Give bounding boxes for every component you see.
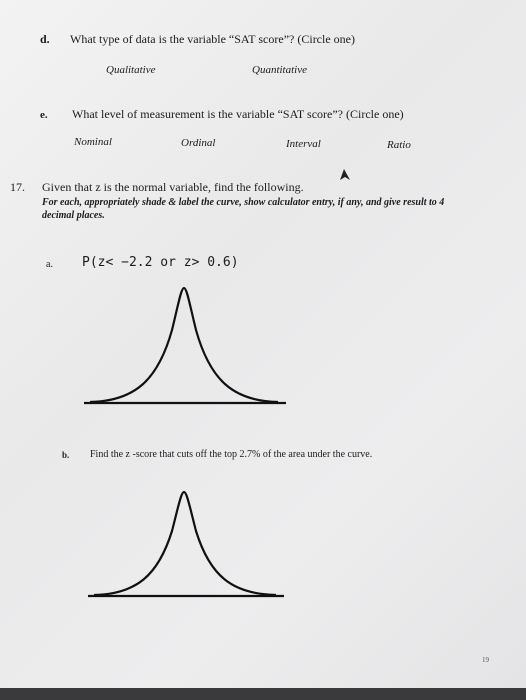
part-e-option-nominal: Nominal	[74, 136, 112, 148]
normal-curve-b	[86, 486, 286, 604]
part-e-question: What level of measurement is the variable “SAT score”? (Circle one)	[72, 107, 404, 121]
part-e-option-ordinal: Ordinal	[181, 137, 216, 149]
part-d-question: What type of data is the variable “SAT score”? (Circle one)	[70, 32, 355, 46]
normal-curve-a	[80, 280, 290, 410]
part-e-option-interval: Interval	[286, 138, 321, 150]
page-number: 19	[482, 656, 489, 664]
part-a-label: a.	[46, 259, 53, 270]
problem-17-instructions-line1: For each, appropriately shade & label the curve, show calculator entry, if any, and give result to 4	[42, 197, 445, 208]
part-d-option-qualitative: Qualitative	[106, 64, 156, 76]
part-b-question: Find the z -score that cuts off the top 2.7% of the area under the curve.	[90, 449, 373, 460]
part-a-expression: P(z< −2.2 or z> 0.6)	[82, 255, 239, 270]
part-e-label: e.	[40, 109, 48, 121]
bottom-shadow	[0, 688, 526, 700]
part-d-option-quantitative: Quantitative	[252, 64, 307, 76]
cursor-arrow-icon	[337, 168, 351, 182]
problem-17-number: 17.	[10, 180, 25, 194]
problem-17-intro: Given that z is the normal variable, find the following.	[42, 180, 304, 194]
problem-17-instructions-line2: decimal places.	[42, 210, 105, 221]
part-d-label: d.	[40, 32, 50, 46]
part-b-label: b.	[62, 450, 70, 460]
part-e-option-ratio: Ratio	[387, 139, 411, 151]
